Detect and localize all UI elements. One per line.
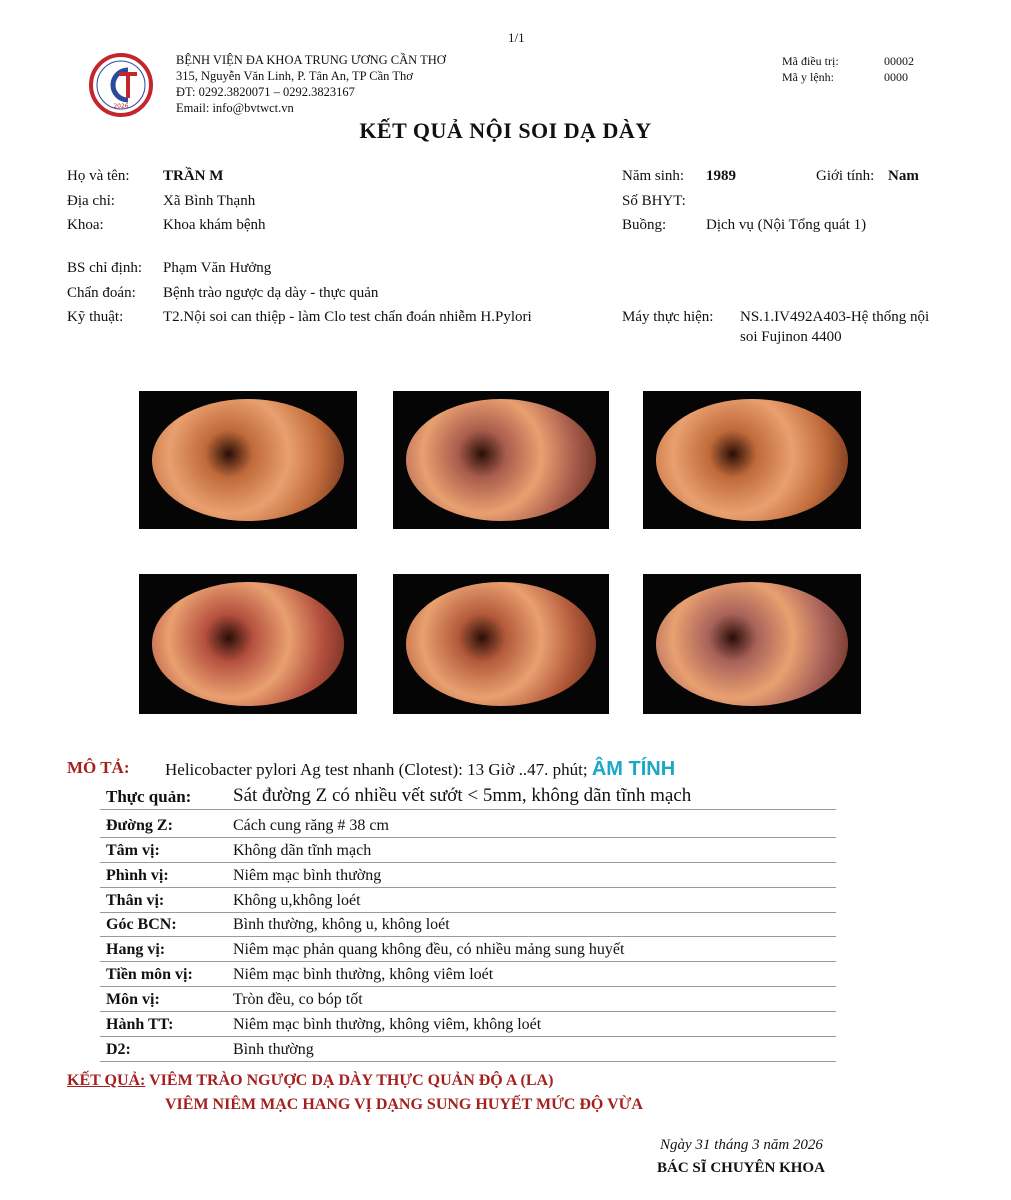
finding-value: Không u,không loét xyxy=(233,891,361,909)
finding-label: Hành TT: xyxy=(106,1015,174,1033)
doctor-label: BS chỉ định: xyxy=(67,260,143,276)
finding-value: Tròn đều, co bóp tốt xyxy=(233,990,363,1008)
treatment-code-label: Mã điều trị: xyxy=(782,54,839,68)
finding-value: Niêm mạc bình thường xyxy=(233,866,382,884)
endoscopy-image-2 xyxy=(393,391,609,529)
finding-row xyxy=(100,1011,836,1037)
finding-row xyxy=(100,837,836,863)
logo-year: 2026 xyxy=(113,103,129,110)
address-label: Địa chỉ: xyxy=(67,193,115,209)
finding-label: Tiền môn vị: xyxy=(106,965,193,983)
finding-row xyxy=(100,1036,836,1062)
finding-row xyxy=(100,812,836,838)
technique-label: Kỹ thuật: xyxy=(67,309,124,325)
hospital-logo-icon xyxy=(88,52,154,118)
sex-value: Nam xyxy=(888,168,919,184)
finding-label: Thực quản: xyxy=(106,786,192,806)
birth-label: Năm sinh: xyxy=(622,168,685,184)
result-line1 xyxy=(67,1072,553,1090)
signature-title: BÁC SĨ CHUYÊN KHOA xyxy=(657,1160,825,1176)
finding-row xyxy=(100,936,836,962)
finding-label: Phình vị: xyxy=(106,866,169,884)
finding-row xyxy=(100,862,836,888)
order-code-value: 0000 xyxy=(884,70,908,84)
name-value: TRẦN M xyxy=(163,168,224,184)
finding-row xyxy=(100,911,836,937)
finding-row xyxy=(100,961,836,987)
address-value: Xã Bình Thạnh xyxy=(163,193,256,209)
doctor-value: Phạm Văn Hưởng xyxy=(163,260,272,276)
result-label: KẾT QUẢ: xyxy=(67,1072,146,1089)
clotest-line xyxy=(165,758,675,781)
finding-value: Bình thường xyxy=(233,1040,314,1058)
hospital-address: 315, Nguyễn Văn Linh, P. Tân An, TP Cần Thơ xyxy=(176,69,413,83)
treatment-code-value: 00002 xyxy=(884,54,914,68)
finding-label: Tâm vị: xyxy=(106,841,160,859)
diagnosis-label: Chẩn đoán: xyxy=(67,285,136,301)
report-title: KẾT QUẢ NỘI SOI DẠ DÀY xyxy=(359,118,652,143)
page-number: 1/1 xyxy=(508,30,525,45)
order-code-label: Mã y lệnh: xyxy=(782,70,834,84)
finding-row xyxy=(100,986,836,1012)
endoscopy-image-1 xyxy=(139,391,357,529)
dept-label: Khoa: xyxy=(67,217,104,233)
endoscopy-image-5 xyxy=(393,574,609,714)
dept-value: Khoa khám bệnh xyxy=(163,217,266,233)
finding-value: Sát đường Z có nhiều vết sướt < 5mm, không dãn tĩnh mạch xyxy=(233,784,692,806)
room-label: Buồng: xyxy=(622,217,667,233)
finding-label: Đường Z: xyxy=(106,816,173,834)
finding-value: Niêm mạc bình thường, không viêm, không loét xyxy=(233,1015,542,1033)
finding-row xyxy=(100,887,836,913)
hospital-email: Email: info@bvtwct.vn xyxy=(176,101,294,115)
hospital-name: BỆNH VIỆN ĐA KHOA TRUNG ƯƠNG CẦN THƠ xyxy=(176,53,446,67)
finding-label: Môn vị: xyxy=(106,990,160,1008)
result-text-1: VIÊM TRÀO NGƯỢC DẠ DÀY THỰC QUẢN ĐỘ A (LA) xyxy=(149,1072,554,1089)
machine-value-line2: soi Fujinon 4400 xyxy=(740,329,842,345)
clotest-result: ÂM TÍNH xyxy=(591,758,676,780)
finding-value: Không dãn tĩnh mạch xyxy=(233,841,372,859)
finding-label: Hang vị: xyxy=(106,940,166,958)
endoscopy-image-6 xyxy=(643,574,861,714)
birth-value: 1989 xyxy=(706,168,736,184)
finding-label: Góc BCN: xyxy=(106,915,177,933)
finding-value: Niêm mạc bình thường, không viêm loét xyxy=(233,965,494,983)
name-label: Họ và tên: xyxy=(67,168,130,184)
finding-value: Cách cung răng # 38 cm xyxy=(233,816,389,834)
signature-date: Ngày 31 tháng 3 năm 2026 xyxy=(660,1137,823,1153)
finding-value: Bình thường, không u, không loét xyxy=(233,915,450,933)
clotest-text: Helicobacter pylori Ag test nhanh (Clotest): 13 Giờ ..47. phút; xyxy=(165,760,588,779)
finding-value: Niêm mạc phản quang không đều, có nhiều mảng sung huyết xyxy=(233,940,625,958)
endoscopy-image-4 xyxy=(139,574,357,714)
machine-label: Máy thực hiện: xyxy=(622,309,714,325)
technique-value: T2.Nội soi can thiệp - làm Clo test chẩn đoán nhiễm H.Pylori xyxy=(163,309,532,325)
result-text-2: VIÊM NIÊM MẠC HANG VỊ DẠNG SUNG HUYẾT MỨC ĐỘ VỪA xyxy=(165,1096,643,1113)
description-label: MÔ TẢ: xyxy=(67,758,130,777)
room-value: Dịch vụ (Nội Tổng quát 1) xyxy=(706,217,867,233)
finding-label: Thân vị: xyxy=(106,891,165,909)
machine-value-line1: NS.1.IV492A403-Hệ thống nội xyxy=(740,309,930,325)
finding-row xyxy=(100,784,836,810)
endoscopy-image-3 xyxy=(643,391,861,529)
diagnosis-value: Bệnh trào ngược dạ dày - thực quản xyxy=(163,285,379,301)
sex-label: Giới tính: xyxy=(816,168,875,184)
finding-label: D2: xyxy=(106,1040,131,1058)
hospital-phone: ĐT: 0292.3820071 – 0292.3823167 xyxy=(176,85,355,99)
insurance-label: Số BHYT: xyxy=(622,193,686,209)
